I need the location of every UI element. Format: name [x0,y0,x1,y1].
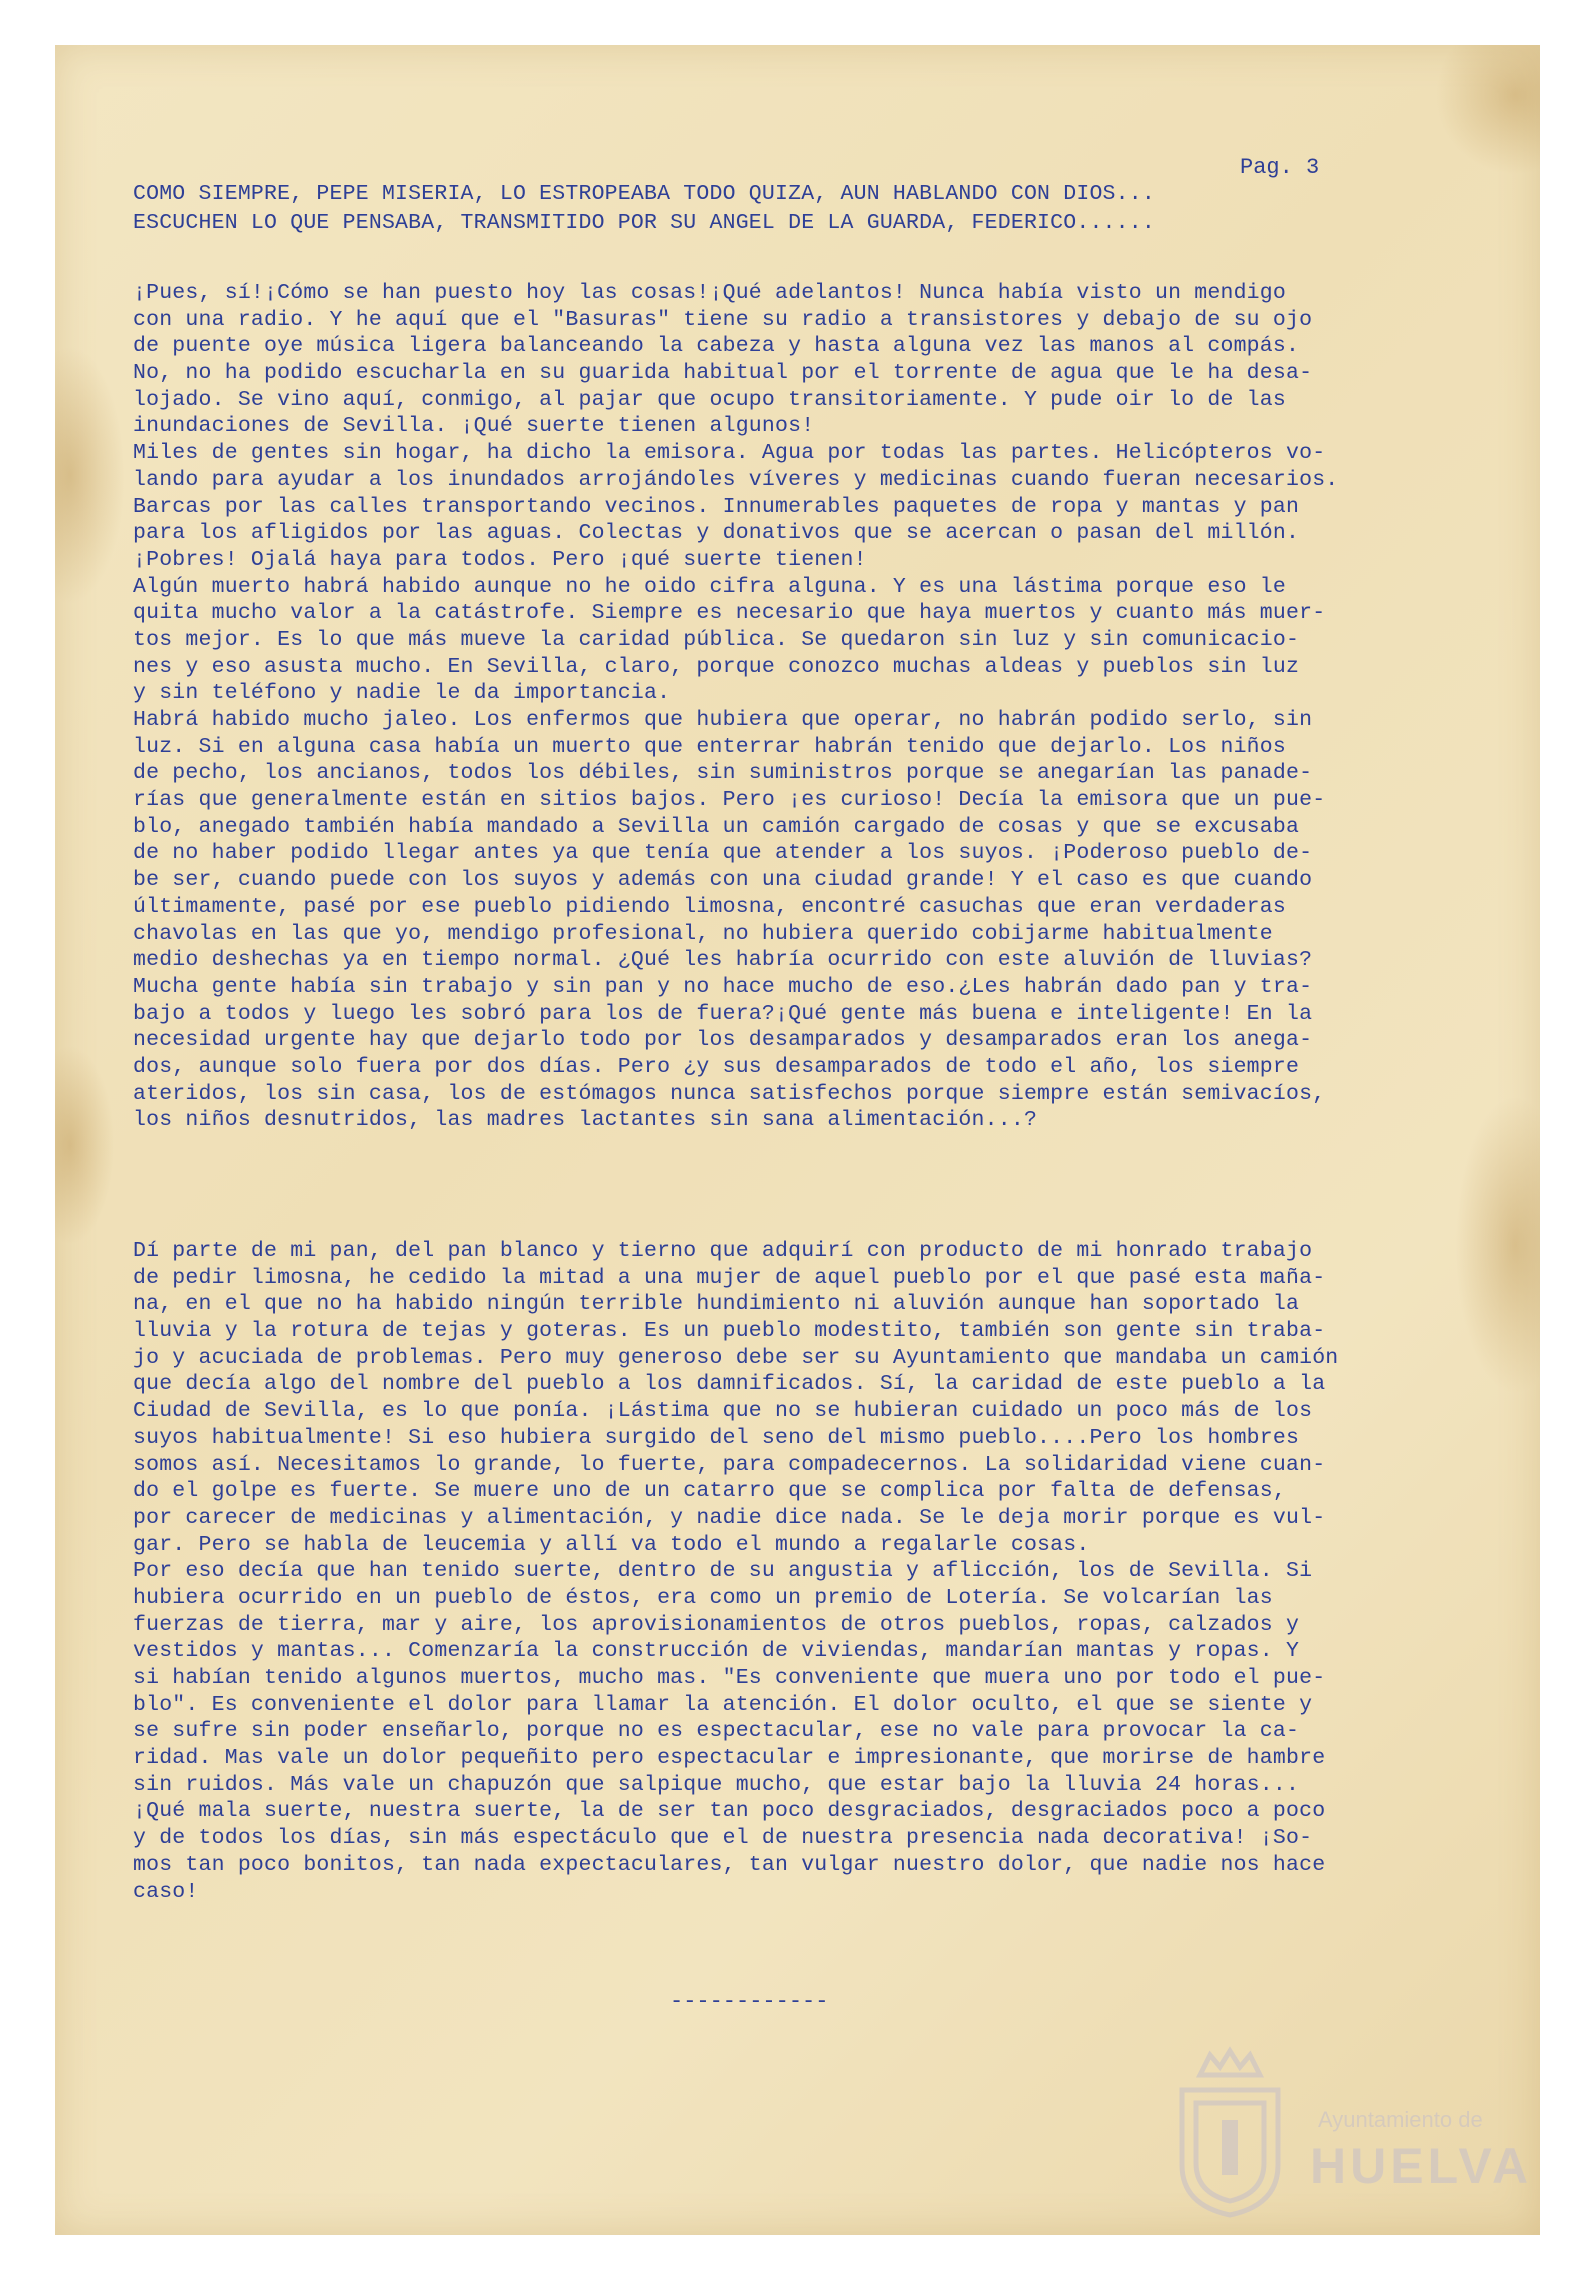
text-line: y de todos los días, sin más espectáculo que el de nuestra presencia nada decorativa! ¡So- [133,1826,1313,1851]
watermark-line2: HUELVA [1310,2138,1533,2194]
text-line: ¡Qué mala suerte, nuestra suerte, la de ser tan poco desgraciados, desgraciados poco a poco [133,1799,1326,1824]
text-line: de pecho, los ancianos, todos los débiles, sin suministros porque se anegarían las panade- [133,761,1313,786]
text-line: vestidos y mantas... Comenzaría la construcción de viviendas, mandarían mantas y ropas. Y [133,1639,1300,1664]
text-line: blo, anegado también había mandado a Sevilla un camión cargado de cosas y que se excusaba [133,814,1300,839]
text-line: COMO SIEMPRE, PEPE MISERIA, LO ESTROPEABA TODO QUIZA, AUN HABLANDO CON DIOS... [133,182,1155,206]
text-line: rías que generalmente están en sitios bajos. Pero ¡es curioso! Decía la emisora que un pue- [133,788,1326,813]
text-line: últimamente, pasé por ese pueblo pidiendo limosna, encontré casuchas que eran verdaderas [133,894,1286,919]
text-line: do el golpe es fuerte. Se muere uno de un catarro que se complica por falta de defensas, [133,1479,1286,1504]
text-line: que decía algo del nombre del pueblo a los damnificados. Sí, la caridad de este pueblo a la [133,1372,1326,1397]
text-line: y sin teléfono y nadie le da importancia. [133,681,671,706]
end-separator: ------------ [670,1989,829,2014]
text-line: caso! [133,1879,199,1904]
text-line: de puente oye música ligera balanceando la cabeza y hasta alguna vez las manos al compás. [133,334,1300,359]
text-line: los niños desnutridos, las madres lactantes sin sana alimentación...? [133,1108,1038,1133]
text-line: suyos habitualmente! Si eso hubiera surgido del seno del mismo pueblo....Pero los hombres [133,1425,1300,1450]
text-line: Miles de gentes sin hogar, ha dicho la emisora. Agua por todas las partes. Helicópteros vo- [133,441,1326,466]
text-line: se sufre sin poder enseñarlo, porque no es espectacular, ese no vale para provocar la ca- [133,1719,1300,1744]
paper-stain [1435,45,1540,175]
text-line: tos mejor. Es lo que más mueve la caridad pública. Se quedaron sin luz y sin comunicacio- [133,627,1300,652]
text-line: jo y acuciada de problemas. Pero muy generoso debe ser su Ayuntamiento que mandaba un camión [133,1345,1339,1370]
text-line: fuerzas de tierra, mar y aire, los aprovisionamientos de otros pueblos, ropas, calzados y [133,1612,1300,1637]
text-line: si habían tenido algunos muertos, mucho mas. "Es conveniente que muera uno por todo el pue- [133,1666,1326,1690]
text-line: lando para ayudar a los inundados arrojándoles víveres y medicinas cuando fueran necesarios. [133,467,1339,492]
watermark-line1: Ayuntamiento de [1318,2107,1483,2132]
watermark [1160,2045,1540,2225]
text-line: ateridos, los sin casa, los de estómagos nunca satisfechos porque siempre están semivacíos, [133,1081,1326,1106]
text-line: Por eso decía que han tenido suerte, dentro de su angustia y aflicción, los de Sevilla. Si [133,1559,1313,1584]
text-line: luz. Si en alguna casa había un muerto que enterrar habrán tenido que dejarlo. Los niños [133,734,1286,759]
text-line: hubiera ocurrido en un pueblo de éstos, era como un premio de Lotería. Se volcarían las [133,1585,1273,1610]
text-line: sin ruidos. Más vale un chapuzón que salpique mucho, que estar bajo la lluvia 24 horas... [133,1772,1300,1797]
text-line: de pedir limosna, he cedido la mitad a una mujer de aquel pueblo por el que pasé esta maña- [133,1265,1326,1290]
text-line: ridad. Mas vale un dolor pequeñito pero espectacular e impresionante, que morirse de hambre [133,1746,1326,1771]
text-line: Barcas por las calles transportando vecinos. Innumerables paquetes de ropa y mantas y pan [133,494,1300,519]
text-line: ESCUCHEN LO QUE PENSABA, TRANSMITIDO POR SU ANGEL DE LA GUARDA, FEDERICO...... [133,211,1155,235]
text-line: medio deshechas ya en tiempo normal. ¿Qué les habría ocurrido con este aluvión de lluvias? [133,948,1313,973]
text-line: chavolas en las que yo, mendigo profesional, no hubiera querido cobijarme habitualmente [133,921,1273,946]
text-line: quita mucho valor a la catástrofe. Siempre es necesario que haya muertos y cuanto más muer- [133,601,1326,626]
text-line: na, en el que no ha habido ningún terrible hundimiento ni aluvión aunque han soportado la [133,1292,1300,1317]
text-line: somos así. Necesitamos lo grande, lo fuerte, para compadecernos. La solidaridad viene cuan- [133,1452,1326,1477]
text-line: ¡Pues, sí!¡Cómo se han puesto hoy las cosas!¡Qué adelantos! Nunca había visto un mendigo [133,281,1286,305]
text-line: de no haber podido llegar antes ya que tenía que atender a los suyos. ¡Poderoso pueblo de- [133,841,1313,866]
text-line: be ser, cuando puede con los suyos y además con una ciudad grande! Y el caso es que cuando [133,868,1313,893]
page-number: Pag. 3 [1240,155,1320,180]
typewritten-page [55,45,1540,2235]
paper-stain [55,1045,115,1245]
text-line: ¡Pobres! Ojalá haya para todos. Pero ¡qué suerte tienen! [133,547,867,572]
text-line: blo". Es conveniente el dolor para llamar la atención. El dolor oculto, el que se siente y [133,1692,1313,1717]
paper-stain [55,345,125,605]
text-line: No, no ha podido escucharla en su guarida habitual por el torrente de agua que le ha desa- [133,361,1313,386]
text-line: con una radio. Y he aquí que el "Basuras" tiene su radio a transistores y debajo de su ojo [133,307,1313,332]
body-section-1 [133,280,1488,1134]
text-line: necesidad urgente hay que dejarlo todo por los desamparados y desamparados eran los anega- [133,1028,1313,1053]
document-heading [133,180,1488,238]
text-line: lluvia y la rotura de tejas y goteras. Es un pueblo modestito, también son gente sin traba- [133,1319,1326,1344]
text-line: inundaciones de Sevilla. ¡Qué suerte tienen algunos! [133,414,815,439]
coat-of-arms-icon [1170,2045,1290,2220]
text-line: para los afligidos por las aguas. Colectas y donativos que se acercan o pasan del millón. [133,521,1300,546]
text-line: lojado. Se vino aquí, conmigo, al pajar que ocupo transitoriamente. Y pude oir lo de las [133,387,1286,412]
text-line: Ciudad de Sevilla, es lo que ponía. ¡Lástima que no se hubieran cuidado un poco más de los [133,1399,1313,1424]
text-line: Dí parte de mi pan, del pan blanco y tierno que adquirí con producto de mi honrado trabajo [133,1239,1313,1263]
text-line: por carecer de medicinas y alimentación, y nadie dice nada. Se le deja morir porque es vul- [133,1505,1326,1530]
text-line: nes y eso asusta mucho. En Sevilla, claro, porque conozco muchas aldeas y pueblos sin luz [133,654,1300,679]
text-line: mos tan poco bonitos, tan nada expectaculares, tan vulgar nuestro dolor, que nadie nos hace [133,1852,1326,1877]
text-line: bajo a todos y luego les sobró para los de fuera?¡Qué gente más buena e inteligente! En la [133,1001,1313,1026]
text-line: gar. Pero se habla de leucemia y allí va todo el mundo a regalarle cosas. [133,1532,1090,1557]
text-line: dos, aunque solo fuera por dos días. Pero ¿y sus desamparados de todo el año, los siempre [133,1054,1300,1079]
text-line: Mucha gente había sin trabajo y sin pan y no hace mucho de eso.¿Les habrán dado pan y tra- [133,974,1313,999]
text-line: Habrá habido mucho jaleo. Los enfermos que hubiera que operar, no habrán podido serlo, sin [133,708,1313,732]
text-line: Algún muerto habrá habido aunque no he oido cifra alguna. Y es una lástima porque eso le [133,574,1286,599]
body-section-2 [133,1238,1488,1905]
